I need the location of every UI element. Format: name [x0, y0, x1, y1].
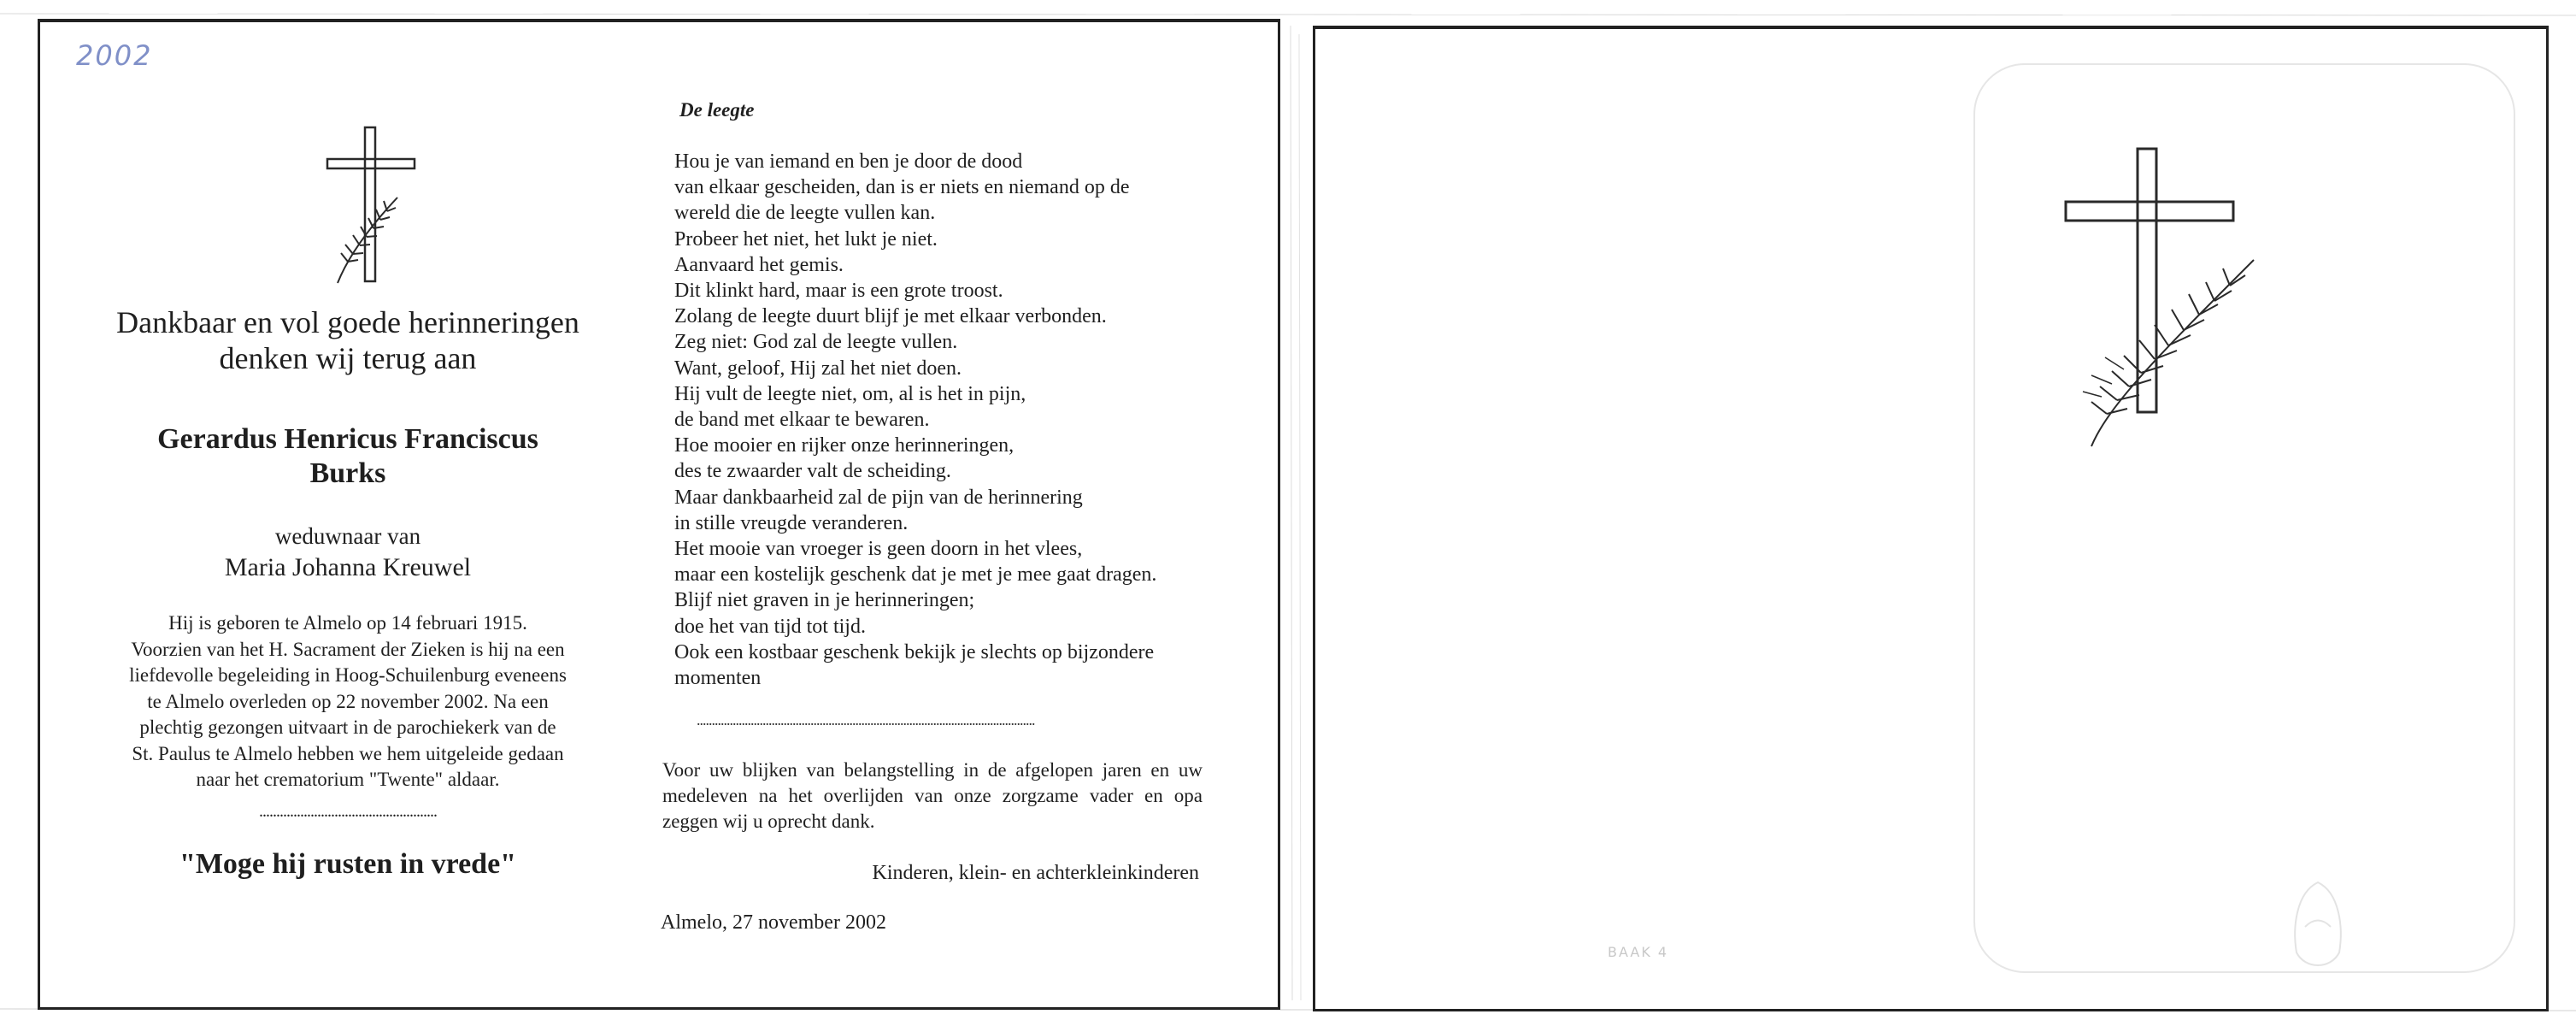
poem-title: De leegte — [679, 99, 755, 121]
poem-line: Hou je van iemand en ben je door de dood — [674, 150, 1023, 173]
spouse-name: Maria Johanna Kreuwel — [224, 553, 472, 581]
cross-with-palm-icon — [2057, 140, 2271, 448]
card-front-cover — [1313, 26, 2549, 1011]
thanks-text: Voor uw blijken van belangstelling in de afgelopen jaren en uw medeleven na het overlijden van onze zorgzame vader en opa zeggen wij u oprecht dank. — [662, 759, 1203, 832]
closing-phrase: "Moge hij rusten in vrede" — [179, 848, 517, 880]
bio-line: liefdevolle begeleiding in Hoog-Schuilenburg eveneens — [129, 664, 567, 686]
poem-line: in stille vreugde veranderen. — [674, 511, 909, 534]
place-date: Almelo, 27 november 2002 — [661, 911, 886, 934]
poem-line: doe het van tijd tot tijd. — [674, 615, 866, 638]
cross-with-palm-icon — [322, 121, 425, 292]
family-signoff: Kinderen, klein- en achterkleinkinderen — [872, 862, 1199, 884]
poem-line: Zeg niet: God zal de leegte vullen. — [674, 331, 958, 354]
poem-line: de band met elkaar te bewaren. — [674, 409, 930, 432]
poem-line: Ook een kostbaar geschenk bekijk je slechts op bijzondere — [674, 640, 1155, 663]
intro-text — [74, 304, 621, 376]
biography — [117, 610, 579, 793]
bio-line: te Almelo overleden op 22 november 2002. Na een — [147, 690, 549, 712]
poem-line: Zolang de leegte duurt blijf je met elkaar verbonden. — [674, 305, 1107, 328]
widower-label: weduwnaar van — [274, 523, 421, 549]
poem — [674, 149, 1156, 691]
poem-line: des te zwaarder valt de scheiding. — [674, 460, 951, 483]
poem-line: wereld die de leegte vullen kan. — [674, 202, 936, 225]
poem-line: Hij vult de leegte niet, om, al is het in pijn, — [674, 382, 1026, 405]
poem-line: Hoe mooier en rijker onze herinneringen, — [674, 434, 1015, 457]
separator-dots: .................................................... — [259, 802, 437, 821]
bio-line: Hij is geboren te Almelo op 14 februari 1915. — [168, 612, 527, 634]
intro-line: denken wij terug aan — [219, 341, 477, 375]
bio-line: plechtig gezongen uitvaart in de parochiekerk van de — [139, 716, 556, 738]
handwritten-note: 2002 — [76, 39, 153, 72]
poem-line: Maar dankbaarheid zal de pijn van de herinnering — [674, 486, 1083, 509]
bio-line: Voorzien van het H. Sacrament der Zieken is hij na een — [131, 638, 565, 660]
poem-line: Want, geloof, Hij zal het niet doen. — [674, 357, 962, 380]
poem-line: Aanvaard het gemis. — [674, 253, 844, 276]
poem-line: Probeer het niet, het lukt je niet. — [674, 227, 938, 251]
poem-separator-dots: ................................................................................................................. — [697, 711, 1035, 728]
name-line: Gerardus Henricus Franciscus — [157, 423, 538, 455]
poem-line: Het mooie van vroeger is geen doorn in het vlees, — [674, 538, 1083, 561]
bio-line: St. Paulus te Almelo hebben we hem uitgeleide gedaan — [132, 742, 564, 764]
poem-line: momenten — [674, 667, 762, 690]
emblem-watermark-icon — [2279, 876, 2356, 978]
bio-line: naar het crematorium "Twente" aldaar. — [196, 769, 500, 790]
intro-line: Dankbaar en vol goede herinneringen — [116, 305, 579, 339]
poem-line: van elkaar gescheiden, dan is er niets en niemand op de — [674, 176, 1130, 199]
deceased-name — [74, 422, 621, 491]
card-inner-spread — [38, 19, 1280, 1010]
printer-mark: BAAK 4 — [1608, 944, 1669, 960]
poem-line: Blijf niet graven in je herinneringen; — [674, 589, 975, 612]
poem-line: maar een kostelijk geschenk dat je met je mee gaat dragen. — [674, 563, 1157, 587]
name-line: Burks — [309, 457, 386, 489]
poem-line: Dit klinkt hard, maar is een grote troost. — [674, 280, 1003, 303]
